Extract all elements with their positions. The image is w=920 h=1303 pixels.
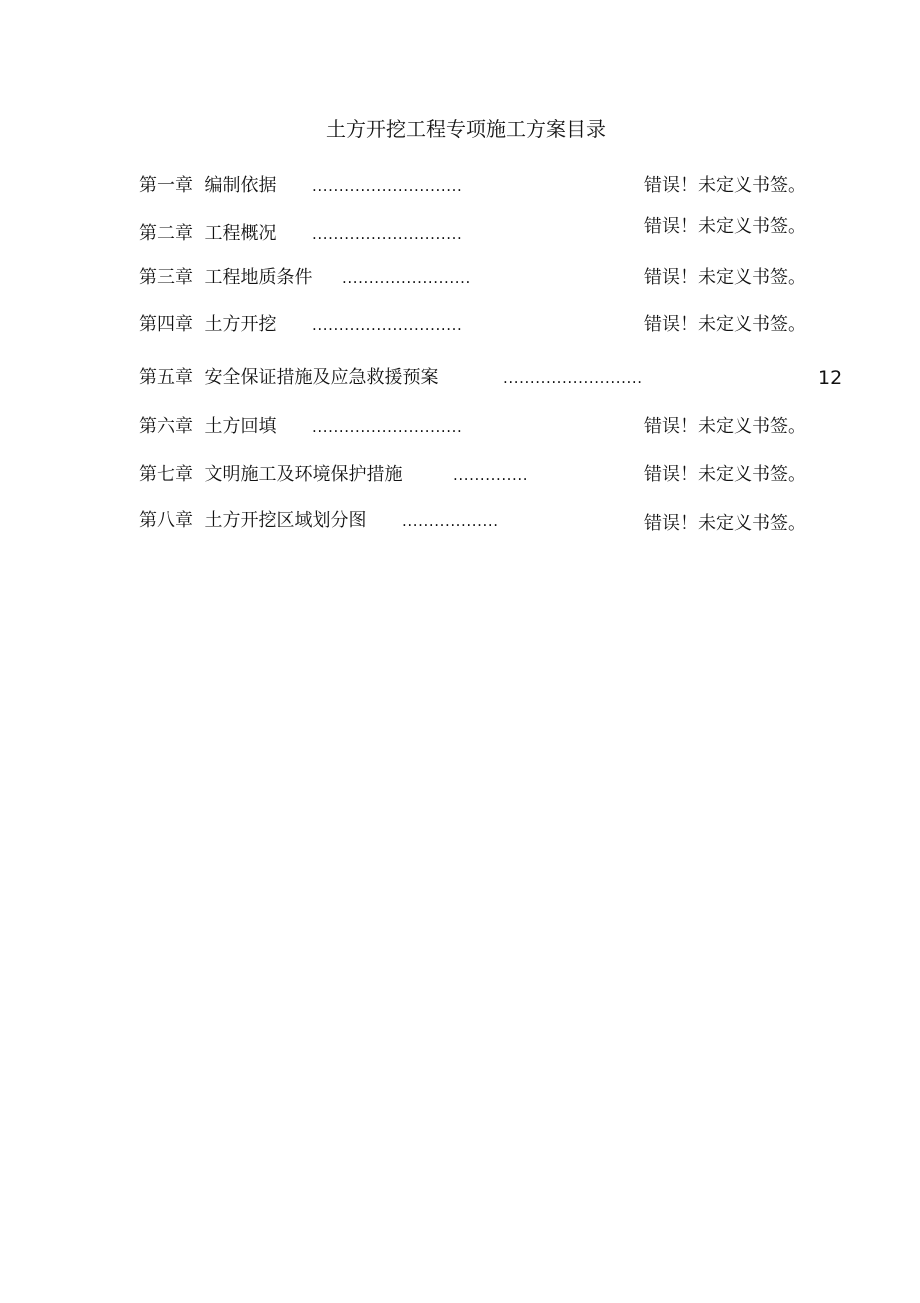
toc-entry[interactable] [0,414,920,444]
leader-dots: .......................... [503,369,643,387]
page-reference: 错误！未定义书签。 [644,175,806,196]
chapter-heading: 土方开挖 [204,314,277,335]
chapter-number: 第四章 [139,314,193,335]
toc-chapter-label [139,414,276,440]
chapter-number: 第五章 [139,367,193,388]
toc-chapter-label [139,173,276,199]
page-reference: 错误！未定义书签。 [644,464,806,485]
leader-dots: ............................ [312,177,463,195]
chapter-number: 第六章 [139,416,193,437]
leader-dots: ........................ [342,269,471,287]
chapter-heading: 工程概况 [204,223,277,244]
toc-entry[interactable] [0,462,920,492]
chapter-heading: 文明施工及环境保护措施 [204,464,403,485]
page-reference: 错误！未定义书签。 [644,513,806,534]
chapter-number: 第一章 [139,175,193,196]
chapter-number: 第八章 [139,510,193,531]
chapter-number: 第三章 [139,267,193,288]
page-title: 土方开挖工程专项施工方案目录 [326,117,606,141]
page-number: 12 [818,367,843,389]
chapter-number: 第二章 [139,223,193,244]
chapter-heading: 工程地质条件 [204,267,313,288]
chapter-heading: 土方回填 [204,416,277,437]
leader-dots: ............................ [312,418,463,436]
toc-chapter-label [139,265,312,291]
leader-dots: ............................ [312,316,463,334]
toc-entry[interactable] [0,216,920,251]
leader-dots: .................. [402,512,499,530]
page-reference: 错误！未定义书签。 [644,267,806,288]
chapter-heading: 编制依据 [204,175,277,196]
toc-entry[interactable] [0,173,920,203]
toc-entry[interactable] [0,312,920,342]
toc-entry[interactable] [0,365,920,395]
toc-chapter-label [139,221,276,247]
toc-chapter-label [139,365,438,391]
toc-entry[interactable] [0,508,920,538]
page-reference: 错误！未定义书签。 [644,216,806,237]
page-reference: 错误！未定义书签。 [644,314,806,335]
toc-entry[interactable] [0,265,920,295]
chapter-heading: 安全保证措施及应急救援预案 [204,367,439,388]
toc-chapter-label [139,462,402,488]
toc-chapter-label [139,312,276,338]
leader-dots: .............. [453,466,529,484]
toc-chapter-label [139,508,366,534]
page-reference: 错误！未定义书签。 [644,416,806,437]
chapter-number: 第七章 [139,464,193,485]
chapter-heading: 土方开挖区域划分图 [204,510,367,531]
leader-dots: ............................ [312,225,463,243]
